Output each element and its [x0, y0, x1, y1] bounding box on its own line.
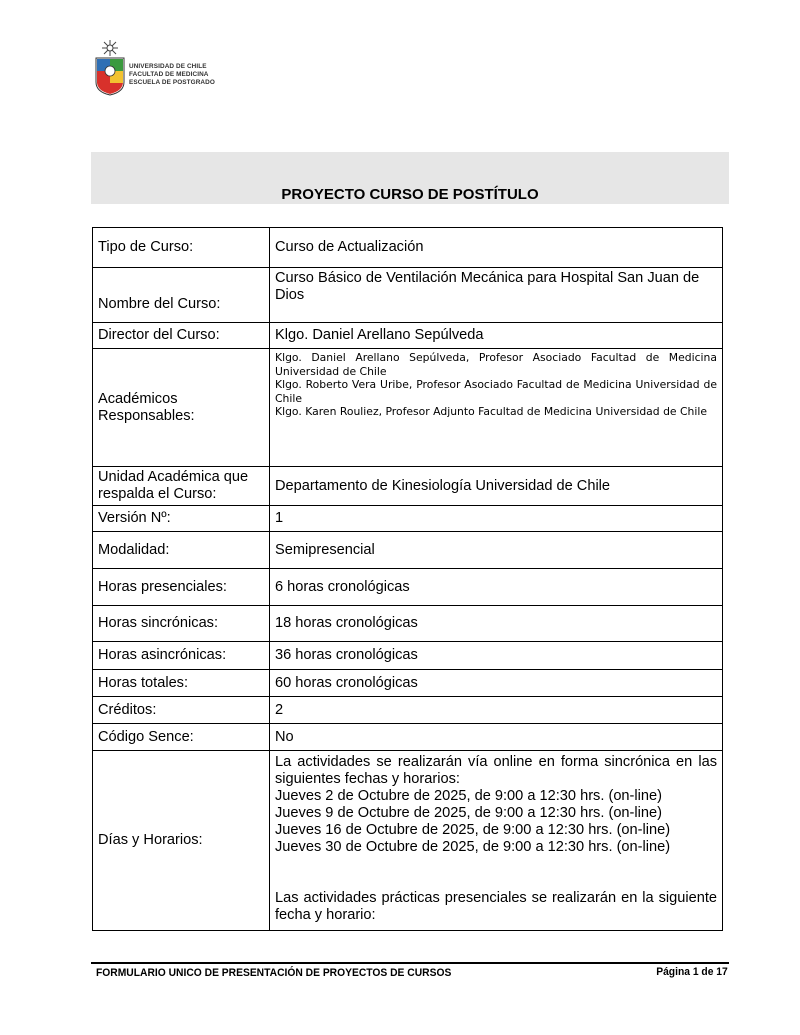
academicos-list	[275, 351, 717, 419]
footer-form-name: FORMULARIO UNICO DE PRESENTACIÓN DE PROYECTOS DE CURSOS	[96, 967, 452, 979]
row-value: 2	[270, 697, 723, 724]
row-label: Modalidad:	[93, 532, 270, 569]
university-crest-icon	[93, 38, 127, 96]
row-label: Director del Curso:	[93, 323, 270, 349]
row-label: Nombre del Curso:	[93, 268, 270, 323]
table-row	[93, 670, 723, 697]
table-row	[93, 751, 723, 931]
row-label: Tipo de Curso:	[93, 228, 270, 268]
table-row	[93, 697, 723, 724]
row-value: 36 horas cronológicas	[270, 642, 723, 670]
page-title: PROYECTO CURSO DE POSTÍTULO	[281, 186, 539, 203]
row-value: Curso Básico de Ventilación Mecánica para Hospital San Juan de Dios	[270, 268, 723, 323]
session-item: Jueves 2 de Octubre de 2025, de 9:00 a 12:30 hrs. (on-line)	[275, 788, 662, 804]
table-row	[93, 268, 723, 323]
row-label: Días y Horarios:	[93, 751, 270, 931]
dias-intro: La actividades se realizarán vía online en forma sincrónica en las siguientes fechas y horarios:	[275, 754, 717, 787]
title-band	[91, 152, 729, 204]
table-row	[93, 642, 723, 670]
table-row	[93, 532, 723, 569]
row-value: Klgo. Daniel Arellano Sepúlveda	[270, 323, 723, 349]
row-label: Horas sincrónicas:	[93, 606, 270, 642]
table-row	[93, 323, 723, 349]
row-value	[270, 349, 723, 467]
row-label: Versión Nº:	[93, 506, 270, 532]
logo-line-school: ESCUELA DE POSTGRADO	[129, 79, 215, 86]
row-value: Semipresencial	[270, 532, 723, 569]
logo-text	[129, 63, 215, 87]
row-label: Académicos Responsables:	[93, 349, 270, 467]
row-value: 18 horas cronológicas	[270, 606, 723, 642]
row-value: No	[270, 724, 723, 751]
table-row	[93, 569, 723, 606]
row-value	[270, 751, 723, 931]
row-value: 60 horas cronológicas	[270, 670, 723, 697]
logo-line-faculty: FACULTAD DE MEDICINA	[129, 71, 209, 78]
academico-item: Klgo. Roberto Vera Uribe, Profesor Asociado Facultad de Medicina Universidad de Chile	[275, 378, 717, 405]
row-label: Unidad Académica que respalda el Curso:	[93, 467, 270, 506]
row-label: Código Sence:	[93, 724, 270, 751]
table-row	[93, 506, 723, 532]
session-item: Jueves 16 de Octubre de 2025, de 9:00 a 12:30 hrs. (on-line)	[275, 822, 671, 838]
session-item: Jueves 9 de Octubre de 2025, de 9:00 a 12:30 hrs. (on-line)	[275, 805, 662, 821]
row-label: Horas asincrónicas:	[93, 642, 270, 670]
course-info-table	[92, 227, 723, 931]
row-label: Créditos:	[93, 697, 270, 724]
table-row	[93, 724, 723, 751]
table-row	[93, 349, 723, 467]
university-logo	[93, 38, 243, 98]
session-item: Jueves 30 de Octubre de 2025, de 9:00 a 12:30 hrs. (on-line)	[275, 839, 671, 855]
practicas-text: Las actividades prácticas presenciales se realizarán en la siguiente fecha y horario:	[275, 890, 717, 923]
table-row	[93, 228, 723, 268]
academico-item: Klgo. Karen Rouliez, Profesor Adjunto Facultad de Medicina Universidad de Chile	[275, 405, 708, 418]
table-row	[93, 606, 723, 642]
table-row	[93, 467, 723, 506]
row-value: Departamento de Kinesiología Universidad de Chile	[270, 467, 723, 506]
row-value: Curso de Actualización	[270, 228, 723, 268]
row-label: Horas totales:	[93, 670, 270, 697]
footer-page-number: Página 1 de 17	[656, 966, 728, 978]
logo-line-university: UNIVERSIDAD DE CHILE	[129, 63, 207, 70]
row-value: 6 horas cronológicas	[270, 569, 723, 606]
row-value: 1	[270, 506, 723, 532]
row-label: Horas presenciales:	[93, 569, 270, 606]
academico-item: Klgo. Daniel Arellano Sepúlveda, Profesor Asociado Facultad de Medicina Universidad de Chile	[275, 351, 717, 378]
footer-divider	[91, 962, 729, 964]
